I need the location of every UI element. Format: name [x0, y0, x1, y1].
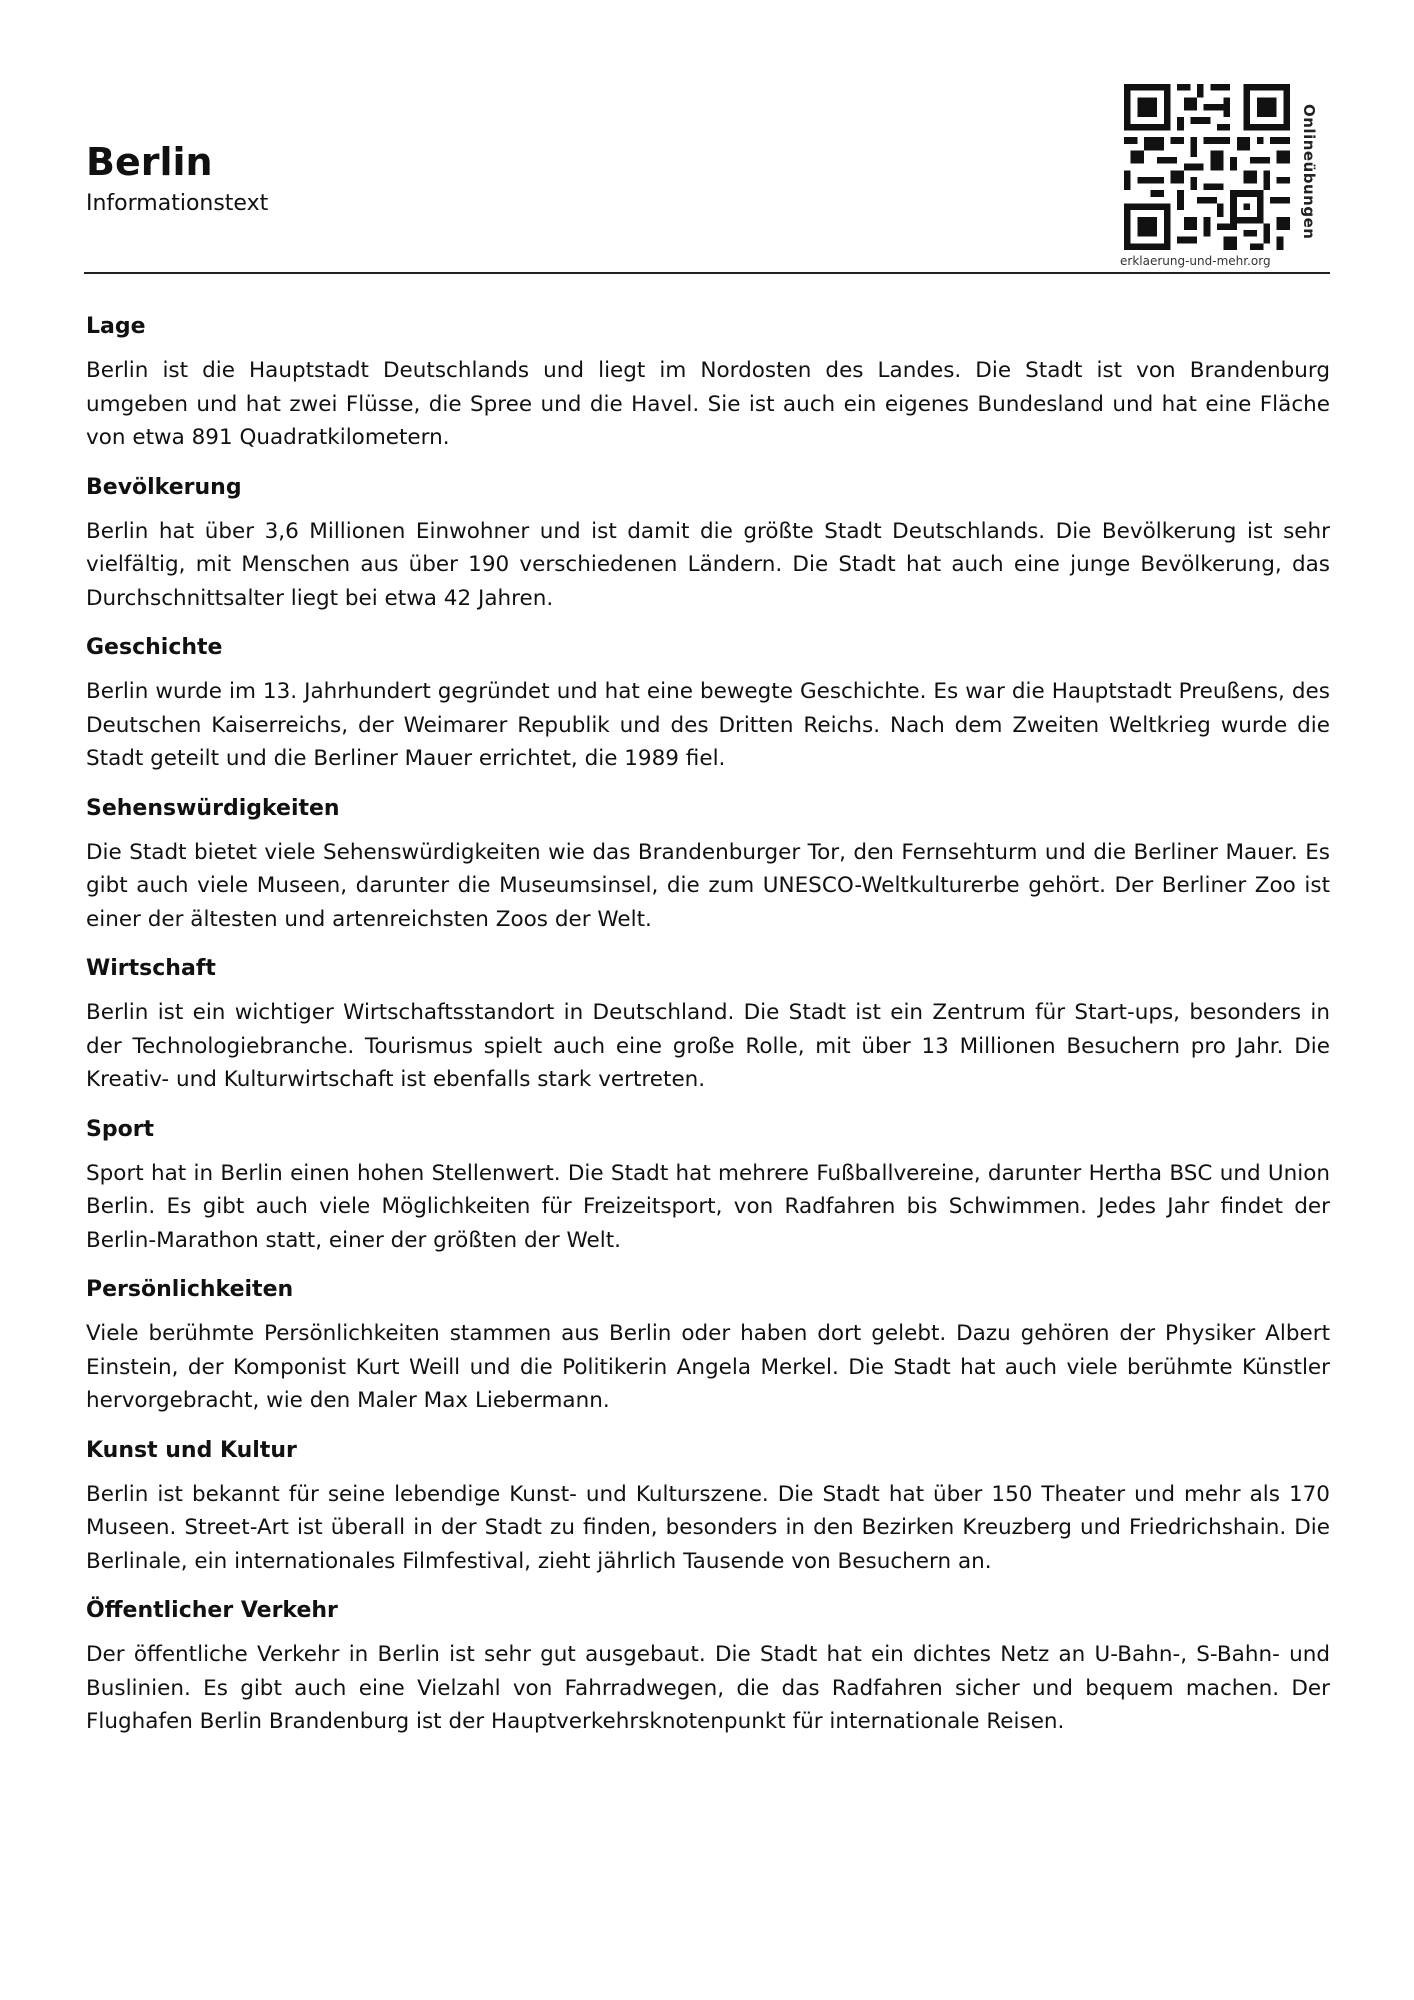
qr-code-block: [1116, 84, 1326, 270]
section-heading: Bevölkerung: [86, 474, 242, 500]
section-text: Berlin wurde im 13. Jahrhundert gegründet und hat eine bewegte Geschichte. Es war die Hauptstadt Preußens, des Deutschen Kaiserreichs, der Weimarer Republik und des Dritten Reichs. Nach dem Zweiten Weltkrieg wurde die Stadt geteilt und die Berliner Mauer errichtet, die 1989 fiel.: [86, 679, 1330, 771]
section-heading: Sport: [86, 1116, 155, 1142]
section-text: Die Stadt bietet viele Sehenswürdigkeiten wie das Brandenburger Tor, den Fernsehturm und die Berliner Mauer. Es gibt auch viele Museen, darunter die Museumsinsel, die zum UNESCO-Weltkulturerbe gehört. Der Berliner Zoo ist einer der ältesten und artenreichsten Zoos der Welt.: [86, 839, 1330, 932]
section-persoenlichkeiten: [86, 1275, 1330, 1418]
section-text: Der öffentliche Verkehr in Berlin ist sehr gut ausgebaut. Die Stadt hat ein dichtes Netz an U-Bahn-, S-Bahn- und Buslinien. Es gibt auch eine Vielzahl von Fahrradwegen, die das Radfahren sicher und bequem machen. Der Flughafen Berlin Brandenburg ist der Hauptverkehrsknotenpunkt für internationale Reisen.: [86, 1642, 1330, 1734]
section-heading: Wirtschaft: [86, 956, 216, 981]
section-heading: Öffentlicher Verkehr: [86, 1598, 338, 1623]
section-oeffentlicher-verkehr: [86, 1596, 1330, 1739]
qr-side-label: Onlineübungen: [1300, 104, 1318, 240]
section-sport: [86, 1115, 1330, 1258]
section-heading: Geschichte: [86, 635, 223, 660]
section-kunst-und-kultur: [86, 1436, 1330, 1579]
section-heading: Kunst und Kultur: [86, 1437, 297, 1463]
page-subtitle: Informationstext: [86, 191, 269, 216]
section-text: Berlin ist die Hauptstadt Deutschlands und liegt im Nordosten des Landes. Die Stadt ist von Brandenburg umgeben und hat zwei Flüsse, die Spree und die Havel. Sie ist auch ein eigenes Bundesland und hat eine Fläche von etwa 891 Quadratkilometern.: [86, 358, 1330, 450]
section-text: Berlin ist ein wichtiger Wirtschaftsstandort in Deutschland. Die Stadt ist ein Zentrum für Start-ups, besonders in der Technologiebranche. Tourismus spielt auch eine große Rolle, mit über 13 Millionen Besuchern pro Jahr. Die Kreativ- und Kulturwirtschaft ist ebenfalls stark vertreten.: [86, 1000, 1330, 1092]
main-content: [86, 312, 1330, 1757]
page-title: Berlin: [86, 140, 213, 184]
section-text: Viele berühmte Persönlichkeiten stammen aus Berlin oder haben dort gelebt. Dazu gehören der Physiker Albert Einstein, der Komponist Kurt Weill und die Politikerin Angela Merkel. Die Stadt hat auch viele berühmte Künstler hervorgebracht, wie den Maler Max Liebermann.: [86, 1321, 1330, 1413]
qr-code-icon: [1124, 84, 1290, 250]
section-heading: Persönlichkeiten: [86, 1277, 294, 1302]
section-heading: Sehenswürdigkeiten: [86, 795, 340, 821]
section-sehenswuerdigkeiten: [86, 794, 1330, 937]
header-divider: [84, 272, 1330, 274]
section-text: Berlin ist bekannt für seine lebendige Kunst- und Kulturszene. Die Stadt hat über 150 Theater und mehr als 170 Museen. Street-Art ist überall in der Stadt zu finden, besonders in den Bezirken Kreuzberg und Friedrichshain. Die Berlinale, ein internationales Filmfestival, zieht jährlich Tausende von Besuchern an.: [86, 1481, 1330, 1574]
section-geschichte: [86, 633, 1330, 776]
section-bevoelkerung: [86, 473, 1330, 616]
section-lage: [86, 312, 1330, 455]
qr-url: erklaerung-und-mehr.org: [1120, 254, 1271, 268]
section-text: Berlin hat über 3,6 Millionen Einwohner und ist damit die größte Stadt Deutschlands. Die Bevölkerung ist sehr vielfältig, mit Menschen aus über 190 verschiedenen Ländern. Die Stadt hat auch eine junge Bevölkerung, das Durchschnittsalter liegt bei etwa 42 Jahren.: [86, 518, 1330, 611]
section-text: Sport hat in Berlin einen hohen Stellenwert. Die Stadt hat mehrere Fußballvereine, darunter Hertha BSC und Union Berlin. Es gibt auch viele Möglichkeiten für Freizeitsport, von Radfahren bis Schwimmen. Jedes Jahr findet der Berlin-Marathon statt, einer der größten der Welt.: [86, 1160, 1330, 1253]
section-heading: Lage: [86, 314, 146, 339]
section-wirtschaft: [86, 954, 1330, 1097]
